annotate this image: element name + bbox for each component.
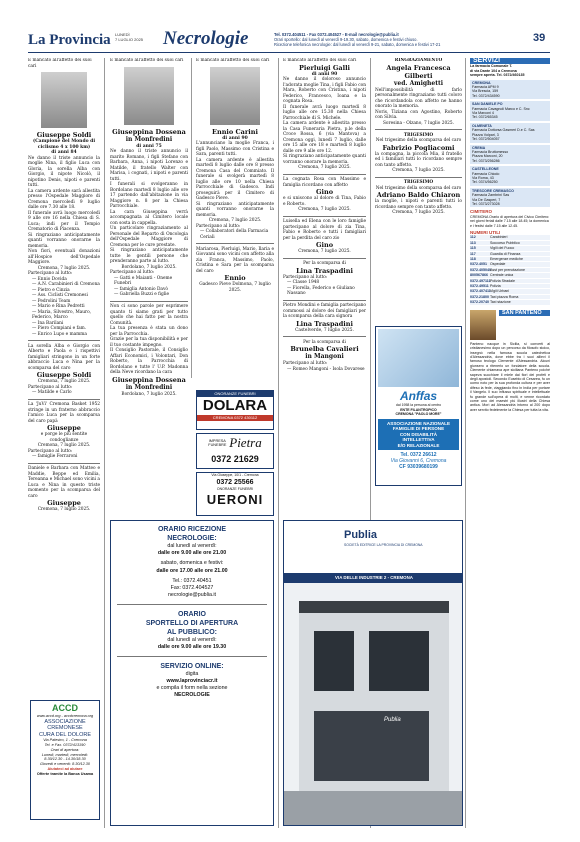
paragraph: Il funerale avrà luogo martedì 8 luglio alle ore 15.30 nella Chiesa Parrocchiale di S. Michele. [283,104,366,121]
paragraph: Ne danno il doloroso annuncio l'adorata moglie Tina, i figli Fabio con Mara, Roberto con Cristina, i nipoti Federico, Francesco, Ioana e la cognata Rosa. [283,77,366,104]
paragraph: Non fiori, eventuali donazioni all'Hospice dell'Ospedale Maggiore. [28,249,100,265]
column-divider [191,58,192,378]
number-label: Vigili Urbani [490,289,510,294]
paragraph: Per la scomparsa di [303,261,346,266]
anffas-tagline: dal 1958 la persona al centro [395,403,442,407]
number-label: Carabinieri [490,235,508,240]
accd-hours-label: Orari di apertura: [50,747,80,752]
pharmacy-town: TRESCORE CREMASCO [472,188,514,193]
separator [283,336,366,337]
condolence-item: — Gatti e Maianti - Oneme Funebri [114,275,173,286]
pharmacy-town: CREMONA [472,80,491,85]
saint-text: Panteno nacque in Sicilia, si convertì al cristianesimo dopo un percorso da filosofo stoico, insegnò nella famosa scuola catechetica d'Alessandria, dove ebbe tra i suoi allievi il famoso teologo Clemente d'Alessandria. Alcuni giunsero a ritenerlo un fondatore della scuola. Clemente chiamava ape siciliana Panteno poiché sapeva succhiare il miele dai fiori dei profeti e degli apostoli. Secondo Eusebio di Cesarea, fu un uomo noto per la sua profonda cultura e per aver difeso la fede, viaggiando fino in India per portare il Vangelo. Il suo influsso spirituale e intellettuale fu grande sull'opera di molti, e venne ricordato come uno dei maestri più illustri della Chiesa antica. Morì ad Alessandria intorno al 200 dopo aver servito fedelmente la Chiesa per tutta la vita. [470,341,550,412]
building-sign: Publia [384,717,401,723]
anffas-ad[interactable] [375,326,462,486]
paragraph: Noris, Tiziana con Agostino, Roberto con Silvia. [375,109,462,120]
phone-number[interactable]: 0372.4051 [470,262,487,267]
separator [110,301,188,302]
paragraph: la moglie, i nipoti e parenti tutti lo ricordano sempre con tanto affetto. [375,199,462,210]
condolence-heading: Partecipano al lutto: [283,274,328,280]
building-roofline [299,601,449,613]
place-date: Bordolano, 7 luglio 2025. [121,264,177,270]
place-date: Soresina - Olzano, 7 luglio 2025. [382,120,455,126]
deceased-name: Giuseppe [47,499,81,507]
pharmacy-detail: Tel. 0373/256286 [472,158,500,163]
age: di anni 75 [136,143,162,149]
accd-site[interactable]: www.accd.org - accdcremona.org [36,714,94,718]
pharmacy-detail: Farmacia Zambrini Sas [472,193,510,198]
pharmacy-entry [470,80,550,100]
hours-title: SPORTELLO DI APERTURA [145,619,239,627]
paragraph: Grazie per la tua disponibilità e per il tuo costante impegno. [110,337,188,348]
intro-text: È mancato all'affetto dei suoi cari [28,58,92,69]
condolence-item: — Romeo Mangoni - Isola Dovarese [287,366,365,372]
paragraph: La 'JuVi' Cremona Basket 1952 stringe in un fraterno abbraccio l'amico Luca per la scomparsa del caro papà [28,402,100,424]
condolence-item: — famiglie Ferraroni [32,454,78,459]
contact-info: Tel. 0372.404511 - Fax 0372.404527 - E-mail necrologie@publia.it Orari sportello: dal lunedì al venerdì 9-19.30, sabato, domenica e festivi chiuso. Ricezione telefonica necrologie: dal lunedì al venerdì 9-21, sabato, domenica e festivi 17-21 [274,32,441,48]
deceased-name: Angela Francesca Gilberti [386,63,451,80]
accd-phone: Tel. e Fax. 0372/413190 [44,743,86,748]
phone[interactable]: Tel.: 0372.40451 [172,577,212,584]
deceased-name: Giuseppina Dossena [112,127,186,136]
place-date: Cremona, 7 luglio 2025. [37,379,91,384]
publia-logo: Publia [344,529,378,541]
online-section: NECROLOGIE [174,692,210,699]
online-title: SERVIZIO ONLINE: [160,662,224,670]
pharmacy-detail: Tel. 0372/65345 [472,115,498,120]
separator [28,399,100,400]
ad-subtitle: ONORANZE FUNEBRI [197,391,273,397]
portrait-photo [124,67,174,125]
pharmacy-detail: Via Roma, 43 [472,175,494,180]
separator [28,463,100,464]
paragraph: Si ringraziano anticipatamente quanti vorranno onorarne la memoria. [28,232,100,249]
publia-building-ad[interactable] [283,520,463,826]
deceased-name: Giuseppina Dossena [112,375,186,384]
married-name: in Monfredini [125,135,173,143]
number-label: Vigili del Fuoco [490,246,515,251]
paragraph: e si uniscono al dolore di Tina, Fabio e Roberto. [283,196,366,207]
publia-logo-subtitle: SOCIETÀ EDITRICE LA PROVINCIA DI CREMONA [344,543,423,547]
number-label: Taxi stazione [490,300,511,305]
pharmacy-detail: Piazza Marconi, 20 [472,154,503,159]
publia-address-bar: VIA DELLE INDUSTRIE 2 - CREMONA [284,573,463,583]
phone-number[interactable]: 0372.49511 [470,284,489,289]
age: di anni 90 [222,135,248,141]
separator [28,340,100,341]
hours-days: dal lunedì al venerdì: [167,636,217,643]
separator [375,177,462,178]
paragraph: La camera ardente è allestita presso la Casa Funeraria Pietra, p.le della Croce Rossa, 6 (via Mantova) a Cremona oggi, lunedì 7 luglio, dalle ore 15 alle ore 18 e martedì 8 luglio dalle ore 9 alle ore 12. [283,121,366,154]
hours-title: ORARIO [178,610,206,618]
phone-number[interactable]: 0372.21800 [470,294,489,299]
hours-title: AL PUBBLICO: [166,628,218,636]
deceased-name: Giuseppe [47,424,81,432]
notice-heading: TRIGESIMO [403,180,434,185]
condolence-heading: Partecipano al lutto: [110,270,155,275]
deceased-name: Giuseppe Soldi [36,371,92,379]
hours-time: dalle ore 9.00 alle ore 21.00 [157,550,227,557]
obituary-column-1 [28,58,100,698]
condolence-heading: Partecipano al lutto: [283,361,328,366]
condolence-item: — Mario e Rina Pedretti [32,304,85,309]
website-link[interactable]: www.laprovinciacr.it [166,678,218,685]
deceased-name: Fabrizio Pogliacomi [382,143,455,152]
number-label: Asst per prenotazione [490,267,525,272]
online-text: e compila il form nella sezione [156,685,228,692]
paragraph: Per la scomparsa di [303,339,346,345]
paragraph: La cara Giuseppina verrà accompagnata al Cimitero locale con sosta in cappella. [110,209,188,226]
pharmacy-entry [470,123,550,143]
deceased-name: Giuseppe Soldi [36,131,92,139]
obituary-column-5 [375,58,462,318]
useful-numbers-heading: NUMERI UTILI [470,230,501,235]
intro-text: È mancato all'affetto dei suoi cari [110,58,184,63]
paragraph: La camera ardente sarà allestita presso l'Ospedale Maggiore di Cremona mercoledì 9 luglio dalle ore 7.30 alle 18. [28,188,100,210]
paragraph: Non ci sono parole per esprimere quanto ti siamo grati per tutto quello che hai fatto per la nostra Comunità. [110,304,188,326]
ad-address: Via Giuseppe, 10/1 - Cremona [211,473,259,477]
number-label: Ospedale [490,262,506,267]
service-text: di via Dante 104 a Cremona [470,68,517,73]
paragraph: Mariarosa, Pierluigi, Mario, Ilaria e Giovanni sono vicini con affetto alla zia Franca, Massimo, Paolo, Cristina e Sara per la scomparsa del caro [196,246,274,274]
phone-number[interactable]: 0372.405040 [470,267,491,272]
place-date: Castelverde, 7 luglio 2025. [295,327,354,333]
building-window [369,631,429,691]
paragraph: Si ringraziano anticipatamente quanti vorranno onorare la memoria. [283,154,366,165]
paragraph: La camera ardente è allestita martedì 8 luglio dalle ore 8 presso Cremona Casa del Commiato. Il funerale si svolgerà martedì 8 luglio alle ore 10 nella Chiesa Parrocchiale di Gadesco. Indi proseguirà per il Cimitero di Gadesco Pieve. [196,157,274,201]
ad-subtitle: ONORANZE FUNEBRI [216,487,254,491]
header-rule [28,52,550,53]
condolence-item: — Classe 1948 [287,280,320,285]
condolence-list [110,276,188,298]
portrait-photo [210,67,260,125]
deceased-name: Gino [315,241,334,249]
paragraph: La tua presenza è stata un dono per la Parrocchia. [110,326,188,337]
anffas-address: Via Giovanni 6, Cremona [390,458,447,465]
intro-text: È mancato all'affetto dei suoi cari [196,58,270,63]
pharmacy-detail: Via Brescia, 159 [472,89,499,94]
place-date: Cremona, 7 luglio 2025. [392,210,445,215]
pharmacy-entry [470,101,550,121]
issue-date: LUNEDÌ 7 LUGLIO 2025 [115,32,144,42]
married-name: in Monfredini [125,383,173,391]
condolence-heading: Partecipano al lutto: [196,223,241,229]
online-text: digita [185,670,199,677]
deceased-name: Lina Traspadini [296,319,353,328]
pharmacy-list [470,80,550,208]
phone-number[interactable]: 118 [470,257,476,262]
anffas-sub: CREMONA "PAOLO MORE" [395,412,442,416]
number-label: Soccorso Pubblico [490,240,520,245]
condolence-item: — Pedrolini Team [32,298,71,304]
saint-image [470,310,496,340]
subtitle: (Campione del Mondo di ciclismo 4 x 100 km) [32,139,96,150]
condolence-item: — Piero Compiani e fam. [32,326,87,331]
pharmacy-detail: Tel. 0372/504057 [472,137,500,142]
pharmacy-detail: Farmacia Chiodo [472,171,500,176]
notice-heading: TRIGESIMO [403,132,434,138]
ad-brand: DOLARA [202,397,268,414]
place-date: Bordolano, 7 luglio 2025. [121,391,177,397]
place-date: Cremona, 7 luglio 2025. [37,443,91,448]
condolence-item: — Ennio Dovida [32,276,67,282]
services-title: SERVIZI [470,58,550,64]
ad-brand: Pietra [229,435,262,450]
anffas-banner: ASSOCIAZIONE NAZIONALE FAMIGLIE DI PERSONE CON DISABILITÀ INTELLETTIVA E/O RELAZIONALE [378,419,459,451]
separator [283,300,366,301]
accd-hours: Giovedì e venerdì: 8.30/12.30 [39,762,91,767]
pharmacy-detail: Farmacia Bruttomesso [472,149,509,154]
number-label: Emergenze mediche [490,257,523,262]
married-name: ved. Amighetti [393,79,444,87]
condolence-item: — Collaboratori della Farmacia Ceriali [200,229,269,240]
saint-box [470,310,550,340]
column-divider [465,58,466,828]
paragraph: Daniele e Barbara con Matteo e Maddie, Beppe ed Emilia, Tereanna e Michael sono vicini a Luca e Nina in questo triste momento per la scomparsa del caro [28,466,100,499]
phone-number[interactable]: 117 [470,251,476,256]
paragraph: L'annunciano la moglie Franca, i figli Paolo, Massimo con Cristina e Sara, parenti tutti. [196,141,274,157]
anffas-cf: CF 93039680199 [399,464,438,471]
paragraph: I funerali si svolgeranno in Bordolano martedì 8 luglio alle ore 17 partendo dall'abitazione in via Maggiore n. 8 per la Chiesa Parrocchiale. [110,182,188,209]
accd-logo: ACCD [52,703,78,713]
pharmacy-detail: Tel. 0372/434590 [472,93,500,98]
hours-days: sabato, domenica e festivi: [160,560,224,567]
obituary-column-2 [110,58,188,518]
deceased-name: Lina Traspadini [296,266,353,275]
accd-title: CREMONESE [47,725,83,732]
separator [117,604,267,605]
service-text: sempre aperta. Tel. 0372/460135 [470,73,525,78]
hours-time: dalle ore 17.00 alle ore 21.00 [156,567,228,574]
separator [375,129,462,130]
phone-number[interactable]: 113 [470,240,476,245]
hours-title: ORARIO RICEZIONE [157,526,227,533]
cemetery-heading: CIMITERO [470,209,492,215]
saint-heading: SAN PANTENO [499,310,550,316]
place-date: Gadesco Pieve Dolmona, 7 luglio 2025. [199,282,271,293]
hours-title: NECROLOGIE: [167,535,217,542]
number-label: Polizia [490,284,501,289]
place-date: Cremona, 7 luglio 2025. [392,168,445,173]
condolence-item: — Ina Barilani [32,320,64,326]
pavement [284,791,463,826]
accd-title: CURA DEL DOLORE [38,731,92,738]
accd-address: Via Palestro, 1 - Cremona [43,738,87,743]
pharmacy-detail: Farmacia Cavagnoli Marco e C. Snc [472,106,530,111]
cemetery-hours: CREMONA Orario di apertura del Civico Cimitero: nei giorni feriali dalle 7.15 alle 18.45; la domenica e i festivi dalle 7.15 alle 12.45. [470,214,550,228]
section-title: Necrologie [163,28,249,49]
ad-subtitle: IMPRESA FUNEBRE [208,438,227,447]
paragraph: Pietro Mondini e famiglia partecipano commossi al dolore dei famigliari per la scomparsa della cara signora [283,303,366,319]
separator [117,656,267,657]
obituary-column-3 [196,58,274,378]
condolence-heading: Partecipano al lutto: [28,448,73,454]
page-number: 39 [533,32,546,44]
place-date: Cremona, 7 luglio 2025. [298,165,351,170]
number-label: Guardia di Finanza [490,251,521,256]
place-date: Cremona, 7 luglio 2025. [208,218,262,223]
accd-title: ASSOCIAZIONE [44,718,86,725]
place-date: Cremona, 7 luglio 2025. [37,507,91,512]
paragraph: Nell'impossibilità di farlo personalmente ringraziamo tutti coloro che ricordandola con affetto ne hanno onorato la memoria. [375,87,462,109]
newspaper-logo[interactable]: La Provincia [28,32,111,48]
accd-hours: 8.30/12.30 - 14.30/18.30 [44,757,86,762]
separator [196,243,274,244]
deceased-name: Adriano Baldo Chiaron [376,191,461,199]
place-date: Cremona, 7 luglio 2025. [298,249,351,254]
building-glass-wall [314,711,429,781]
place-date: Cremona, 7 luglio 2025. [298,207,351,212]
hours-time: dalle ore 9.00 alle ore 19.30 [157,644,227,651]
column-divider [104,58,105,828]
anffas-phone: Tel. 0372 26612 [400,452,437,459]
married-name: in Mangoni [305,353,344,360]
anffas-photo [378,329,459,387]
paragraph: e porge le più sentite condoglianze [40,432,88,443]
accd-hours: Lunedì, martedì, mercoledì: [41,752,89,757]
ad-phone: 0372 21629 [211,454,259,464]
intro-text: È mancato all'affetto dei suoi cari [283,58,357,63]
number-row [470,300,550,305]
anffas-logo: Anffas [399,389,438,403]
paragraph: Il funerale avrà luogo mercoledì 9 alle ore 16 nella Chiesa di S. Luca; indi per il Tempio Crematorio di Piacenza. [28,210,100,232]
pietra-ad[interactable] [196,433,274,469]
phone-number[interactable]: 0372.497111 [470,278,491,283]
phone-number[interactable]: 0372.407411 [470,289,491,294]
condolence-list [28,277,100,338]
pharmacy-town: OLMENETA [472,123,492,128]
deceased-name: Gino [315,188,334,196]
place-date: Cremona, 7 luglio 2025. [37,265,91,271]
fax: Fax: 0372.404527 [170,585,214,592]
paragraph: Si ringraziano anticipatamente tutte le gentili persone che prenderanno parte al lutto. [110,248,188,264]
phone-number[interactable]: 0372.20740 [470,300,489,305]
pharmacy-detail: Tel. 0373/273028 [472,201,500,206]
condolence-item: — Matilde e Carlo [32,390,72,395]
dolara-ad[interactable] [196,390,274,430]
pharmacy-detail: Farmacia APM 9 [472,85,499,90]
paragraph: Ne danno il triste annuncio la moglie Nina, il figlio Luca con Gloria, la sorella Alba con Giorgio, il nipote Nicolò, il nipotino Denis, nipoti e parenti tutti. [28,155,100,188]
deceased-name: Ennio [224,274,246,282]
pharmacy-detail: Farmacia Dottorsa Gasmeri D.e C. Sas [472,128,535,133]
anffas-ente: ENTE FILANTROPICO [400,407,437,412]
building-window [314,631,354,691]
condolence-item: — Ass. Ciclisti Cremonesi [32,293,88,298]
condolence-item: — Gabriella Buzzi e figlie [114,292,170,297]
deceased-name: Pierluigi Galli [298,63,351,72]
phone-number[interactable]: 800567866 [470,273,488,278]
notice-heading: RINGRAZIAMENTO [394,58,443,63]
number-label: Centrale unica [490,273,514,278]
deceased-name: Brunelba Cavalieri [290,345,359,353]
email-link[interactable]: necrologie@publia.it [167,592,217,599]
number-label: Polizia Stradale [490,278,515,283]
pharmacy-town: CASTELLEONE [472,167,499,172]
paragraph: Nel trigesimo della scomparsa del caro [375,185,462,191]
pharmacy-entry [470,166,550,186]
age: di anni 90 [311,71,338,77]
condolence-item: — Enrico Lupo e mamma [32,331,87,337]
page-header [0,0,580,62]
paragraph: Un particolare ringraziamento al Personale del Reparto di Oncologia dell'Ospedale Maggiore di Cremona per le cure prestate. [110,226,188,248]
paragraph: Il Consiglio Pastorale, il Consiglio Affari Economici, i Volontari, Don Roberto, la Parrocchia di Bordolano e tutte l' U.P. Madonna della Neve ricordano la cara [110,348,188,375]
paragraph: Si ringraziano anticipatamente quanti vorranno onorarne la memoria. [196,201,274,218]
paragraph: Ne danno il triste annuncio il marito Romano, i figli Stefano con Barbara, Anna, i nipoti Lorenzo e Matilde, il fratello Walter con Marisa, i cognati, i nipoti e parenti tutti. [110,149,188,182]
paragraph: la compagna, la piccola Mia, il fratello ed i familiari tutti lo ricordano sempre con tanto affetto. [375,151,462,168]
condolence-item: — A.N. Carabinieri di Cremona [32,282,100,287]
separator [283,216,366,217]
obituary-column-4 [283,58,366,518]
condolence-heading: Partecipano al lutto: [28,271,73,276]
ad-brand: UERONI [206,492,264,507]
useful-numbers-table [470,235,550,305]
condolence-list [283,280,366,297]
accd-footer: Aiutateci ad aiutare [47,767,83,772]
portrait-photo [41,72,87,128]
condolence-item: — famiglia Antonio Davò [114,286,168,292]
service-text: La farmacia Comunale T. [470,64,513,69]
pharmacy-town: SAN DANIELE PO [472,102,503,107]
ad-phone: CREMONA 0372 430112 [197,415,273,421]
paragraph: La cognata Rosa con Massimo e famiglia ricordano con affetto [283,177,366,188]
paragraph: La sorella Alba e Giorgio con Alberto e Paola e i rispettivi famigliari stringono in un forte abbraccio Luca e Nina per la scomparsa del caro [28,343,100,371]
phone-number[interactable]: 112 [470,235,476,240]
column-divider [278,58,279,828]
pharmacy-entry [470,188,550,208]
condolence-heading: Partecipano al lutto: [28,384,73,390]
pharmacy-town: CREMA [472,145,486,150]
pharmacy-detail: Via De Gasperi, 7 [472,197,501,202]
condolence-item: — Fiorella, Federico e Giuliano Nassano [287,285,355,296]
phone-number[interactable]: 115 [470,246,476,251]
accd-ad[interactable] [30,700,100,820]
number-label: Taxi piazza Roma [490,294,519,299]
accd-footer: Offerte tramite la Banca Usama [36,771,94,776]
pharmacy-detail: Tel. 0374/56250 [472,180,498,185]
paragraph: Luisella ed Elena con le loro famiglie partecipano al dolore di zia Tina, Fabio e Roberto e tutti i famigliari per la perdita del caro zio [283,219,366,241]
pharmacy-detail: Piazza Volpari, 3 [472,132,499,137]
age: di anni 84 [51,150,77,155]
publia-hours-box [110,520,274,826]
separator [283,258,366,259]
paragraph: Nel trigesimo della scomparsa del caro [375,138,462,143]
separator [283,174,366,175]
condolence-item: — Maria, Silvestro, Mauro, Federico, Marco [32,309,92,320]
hours-days: dal lunedì al venerdì: [167,543,217,549]
pharmacy-detail: Via Marconi 4 [472,111,494,116]
condolence-item: — Pietro e Cinzia [32,287,70,293]
zueroni-ad[interactable] [196,472,274,516]
pharmacy-entry [470,145,550,165]
deceased-name: Ennio Carini [212,127,258,136]
ad-phone: 0372 25566 [216,479,254,486]
services-sidebar [470,58,550,826]
